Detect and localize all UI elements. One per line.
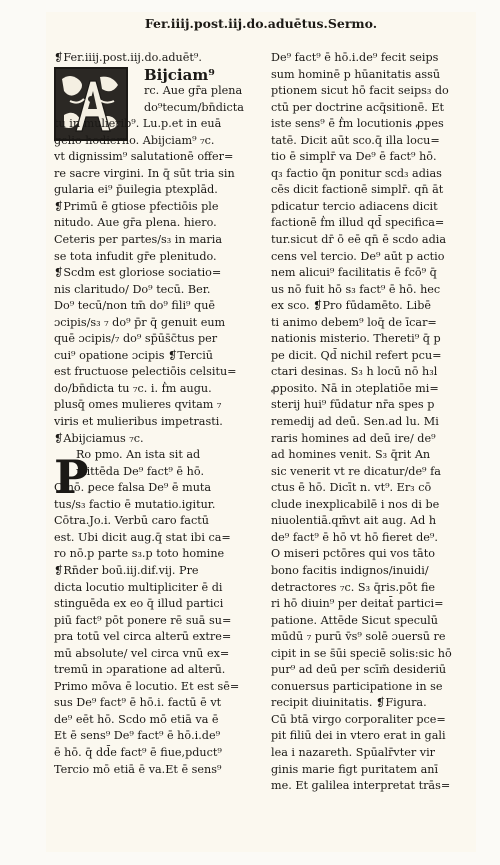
text-line: viris et mulieribus impetrasti. [54,415,223,429]
text-line: Ceteris per partes/s₃ in maria [54,233,223,247]
text-line: ē hō. q̄ dd̄e fact⁹ ē fiue,pduct⁹ [54,745,222,759]
text-line: factionē ḟm illud qd̄ specifica= [271,216,445,230]
book-page [46,12,476,852]
text-line: niuolentiā.qm̄vt ait aug. Ad h [271,514,437,528]
text-line: recipit diuinitatis. ❡Figura. [271,696,427,710]
text-line: remedij ad deū. Sen.ad lu. Mi [271,415,439,429]
text-line: mittēda De⁹ fact⁹ ē hō. [76,464,205,478]
text-line: ❡Abijciamus ₇c. [54,431,144,445]
text-line: nationis misterio. Thereti⁹ q̄ p [271,332,441,346]
text-line: ad homines venit. S₃ q̄rit An [271,448,431,462]
text-line: us nō fuit hō s₃ fact⁹ ē hō. hec [271,282,441,296]
text-line: ri hō diuin⁹ per deitat̄ partici= [271,597,444,611]
text-line: nis claritudo/ Do⁹ tecū. Ber. [54,282,211,296]
text-line: tus/s₃ factio ē mutatio.igitur. [54,497,216,511]
text-line: Ro pmo. An ista sit ad [76,448,201,462]
right-column [271,50,473,795]
text-line: cui⁹ opatione ɔcipis ❡Terciū [54,348,213,362]
text-line: tu in mulierib⁹. Lu.p.et in euā [54,117,222,131]
text-line: ptionem sicut hō facit seips₃ do [271,84,449,98]
text-line: pit filiū dei in vtero erat in gali [271,729,446,743]
text-line: Cōtra.Jo.i. Verbū caro factū [54,514,209,528]
text-line: dicta locutio multipliciter ē di [54,580,223,594]
text-line: mūdū ₇ purū v̄s⁹ solē ɔuersū re [271,630,446,644]
text-line: Tercio mō etiā ē va.Et ē sens⁹ [54,762,222,776]
text-line: gularia ei⁹ p̄uilegia ptexplād. [54,183,218,197]
text-line: est. Ubi dicit aug.q̄ stat ibi ca= [54,530,231,544]
text-line: sus De⁹ fact⁹ ē hō.i. factū ē vt [54,696,222,710]
text-line: ❡Rn̄der boū.iij.dif.vij. Pre [54,563,199,577]
text-line: cipit in se s̄ūi speciē solis:sic hō [271,646,452,660]
text-line: est fructuose pelectiōis celsitu= [54,365,237,379]
text-line: ti animo debem⁹ loq̄ de īcar= [271,315,437,329]
text-line: q₃ factio q̄n ponitur scd₃ adias [271,166,442,180]
text-line: do/bn̄dicta tu ₇c. i. ḟm augu. [54,381,212,395]
text-line: Do⁹ tecū/non tm̄ do⁹ fili⁹ quē [54,299,216,313]
left-column [54,50,256,778]
text-line: ex sco. ❡Pro fūdamēto. Libē [271,299,432,313]
text-line: mū absolute/ vel circa vnū ex= [54,646,230,660]
text-line: de⁹ eēt hō. Scdo mō etiā va ē [54,712,219,726]
text-line: lea i nazareth. Spūalr̄vter vir [271,745,435,759]
text-line: quē ɔcipis/₇ do⁹ sp̄ūs̄c̄tus per [54,332,218,346]
text-line: cens vel tercio. De⁹ aūt p actio [271,249,445,263]
text-line: pra totū vel circa alterū extre= [54,630,232,644]
text-line: ro nō.p parte s₃.p toto homine [54,547,225,561]
text-line: plusq̄ omes mulieres qvitam ₇ [54,398,222,412]
text-line: nitudo. Aue gr̄a plena. hiero. [54,216,217,230]
text-line: Cū btā virgo corporaliter pce= [271,712,446,726]
text-line: nem alicui⁹ facilitatis ē fcō⁹ q̄ [271,266,437,280]
text-line: me. Et galilea interpretat trās= [271,779,451,793]
text-line: tur.sicut dr̄ ō eē qn̄ ē scdo adia [271,233,447,247]
text-line: ctus ē hō. Dicīt n. vt⁹. Er₃ cō [271,481,432,495]
text-line: gelio hodierno. Abijciam⁹ ₇c. [54,133,215,147]
text-line: ꝓposito. Nā in ɔteplatiōe mi= [271,381,439,395]
running-header: Fer.iiij.post.iij.do.aduētus.Sermo. [144,16,378,31]
text-line: ginis marie figt puritatem anī [271,762,439,776]
text-line: tio ē simplr̄ va De⁹ ē fact⁹ hō. [271,150,437,164]
text-line: ɔcipis/s₃ ₇ do⁹ p̄r q̄ genuit eum [54,315,226,329]
text-line: stinguēda ex eo q̄ illud partici [54,597,224,611]
text-line: Et ē sens⁹ De⁹ fact⁹ ē hō.i.de⁹ [54,729,221,743]
text-line: conuersus participatione in se [271,679,443,693]
text-line: ❡Scdm est gloriose sociatio= [54,266,222,280]
text-line: se tota infudit gr̄e plenitudo. [54,249,217,263]
text-line: Bijciam⁹ [144,66,215,84]
text-line: clude inexplicabilē i nos di be [271,497,440,511]
text-line: ❡Primū ē gtiose pfectiōis ple [54,199,219,213]
text-line: Q nō. ꝑece falsa De⁹ ē muta [54,481,212,495]
text-line: pdicatur tercio adiacens dicit [271,199,438,213]
text-line: sterij hui⁹ fūdatur nr̄a spes p [271,398,435,412]
text-line: de⁹ fact⁹ ē hō vt hō fieret de⁹. [271,530,438,544]
text-line: iste sens⁹ ē ḟm locutionis ꝓpes [271,117,444,131]
text-line: re sacre virgini. In q̄ sūt tria sin [54,166,235,180]
text-line: Primo mōva ē locutio. Et est sē= [54,679,240,693]
text-line: ❡Fer.iiij.post.iij.do.aduēt⁹. [54,51,202,64]
text-line: raris homines ad deū ire/ de⁹ [271,431,436,445]
text-line: cēs dicit factionē simplr̄. qn̄ āt [271,183,444,197]
text-line: vt dignissim⁹ salutationē offer= [54,150,234,164]
text-line: De⁹ fact⁹ ē hō.i.de⁹ fecit seips [271,51,439,64]
text-line: O miseri pctōres qui vos tāto [271,547,435,561]
text-line: sum hominē p hūanitatis assū [271,67,441,81]
text-line: ctari desinas. S₃ h locū nō h₃l [271,365,438,379]
text-line: piū fact⁹ pōt ponere rē suā su= [54,613,232,627]
text-line: do⁹tecum/bn̄dicta [144,100,244,114]
text-line: rc. Aue gr̄a plena [144,84,243,98]
drop-cap-p: P [54,450,89,504]
text-line: pur⁹ ad deū per scīm̄ desideriū [271,663,447,677]
text-line: bono facitis indignos/inuidi/ [271,563,429,577]
text-line: pe dicit. Qd̄ nichil refert pcu= [271,348,442,362]
text-line: ctū per doctrine acq̄sitionē. Et [271,100,445,114]
text-line: tatē. Dicit aūt sco.q̄ illa locu= [271,133,440,147]
text-line: sic venerit vt re dicatur/de⁹ fa [271,464,441,478]
text-line: tremū in ɔparatione ad alterū. [54,663,226,677]
text-line: patione. Attēde Sicut speculū [271,613,438,627]
text-line: detractores ₇c. S₃ q̄ris.pōt fie [271,580,436,594]
